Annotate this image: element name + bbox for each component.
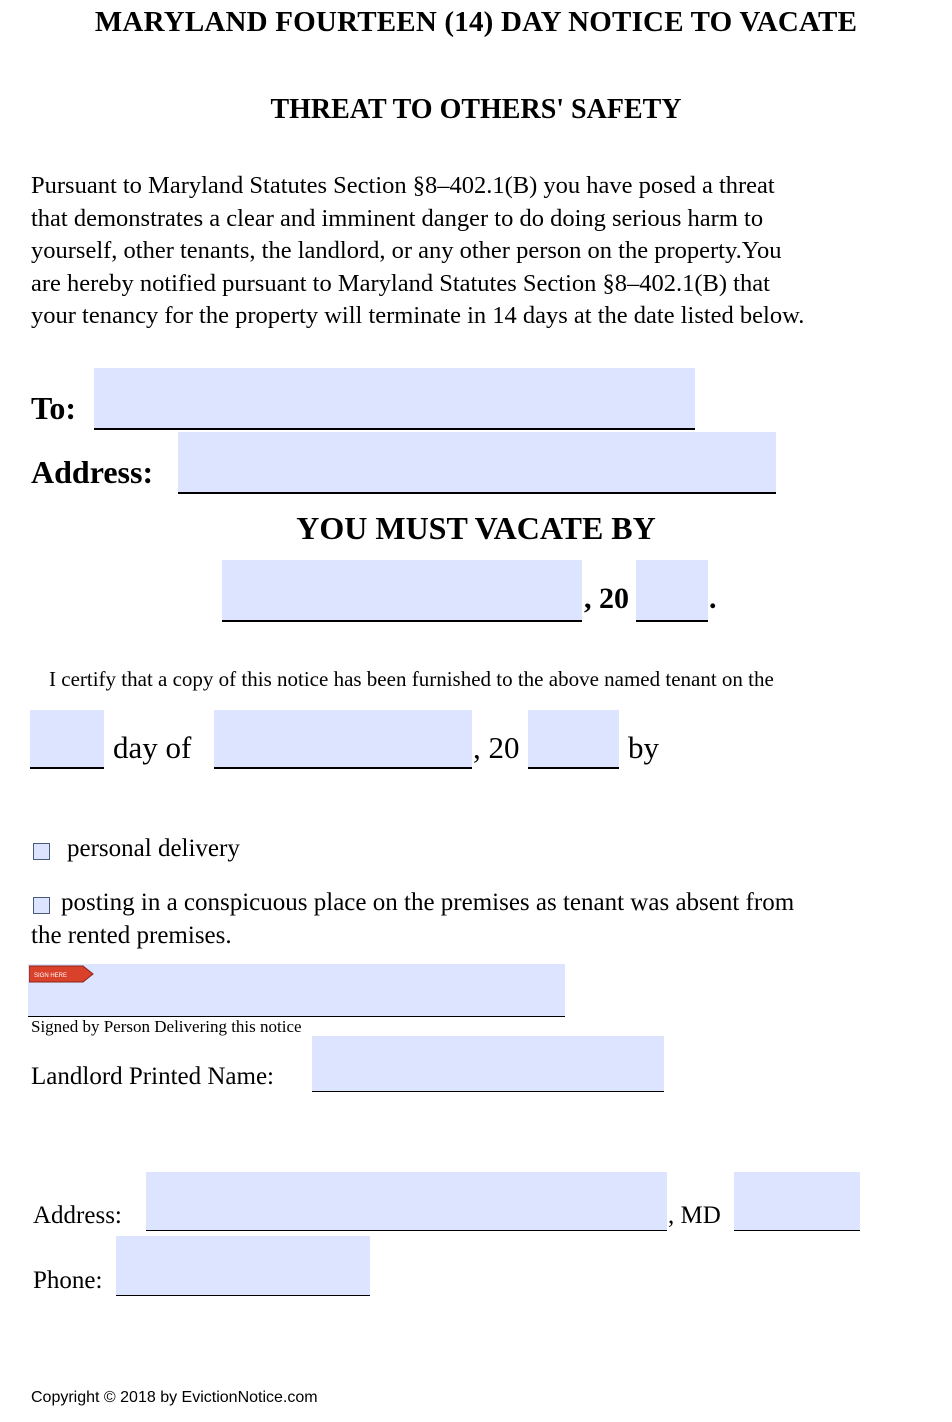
personal-delivery-checkbox[interactable] <box>33 843 50 860</box>
sign-here-tag-icon <box>29 965 95 983</box>
signature-caption: Signed by Person Delivering this notice <box>31 1017 302 1036</box>
intro-line: are hereby notified pursuant to Maryland Statutes Section §8–402.1(B) that <box>31 269 770 297</box>
landlord-name-label: Landlord Printed Name: <box>31 1063 274 1090</box>
vacate-year-prefix: , 20 <box>584 582 629 615</box>
vacate-date-field[interactable] <box>222 560 582 622</box>
day-of-label: day of <box>113 730 192 765</box>
landlord-address-label: Address: <box>33 1202 122 1229</box>
landlord-address-field[interactable] <box>146 1172 667 1231</box>
intro-line: yourself, other tenants, the landlord, or any other person on the property.You <box>31 237 782 264</box>
posting-label-cont: the rented premises. <box>31 922 232 949</box>
intro-line: Pursuant to Maryland Statutes Section §8–402.1(B) you have posed a threat <box>31 172 775 199</box>
cert-month-field[interactable] <box>214 710 472 769</box>
intro-line: that demonstrates a clear and imminent danger to do doing serious harm to <box>31 204 764 232</box>
address-label: Address: <box>31 454 154 490</box>
sign-here-tag-text: SIGN HERE <box>34 973 68 979</box>
vacate-period: . <box>709 582 717 615</box>
document-title: MARYLAND FOURTEEN (14) DAY NOTICE TO VACATE <box>94 6 858 38</box>
copyright-footer: Copyright © 2018 by EvictionNotice.com <box>31 1389 318 1406</box>
to-label: To: <box>31 390 77 426</box>
tenant-address-field[interactable] <box>178 432 776 494</box>
certification-text: I certify that a copy of this notice has been furnished to the above named tenant on the <box>49 667 774 691</box>
intro-line: your tenancy for the property will terminate in 14 days at the date listed below. <box>31 302 805 329</box>
posting-checkbox[interactable] <box>33 897 50 914</box>
cert-year-field[interactable] <box>528 710 619 769</box>
vacate-heading: YOU MUST VACATE BY <box>296 510 656 546</box>
personal-delivery-label: personal delivery <box>67 835 240 862</box>
state-label: , MD <box>668 1202 721 1229</box>
posting-label: posting in a conspicuous place on the premises as tenant was absent from <box>61 889 795 916</box>
intro-paragraph <box>31 170 911 333</box>
signature-field[interactable] <box>28 964 565 1017</box>
phone-field[interactable] <box>116 1236 370 1296</box>
by-label: by <box>628 730 659 765</box>
to-field[interactable] <box>94 368 695 430</box>
landlord-name-field[interactable] <box>312 1036 664 1092</box>
zip-field[interactable] <box>734 1172 860 1231</box>
cert-year-prefix: , 20 <box>473 730 520 765</box>
document-subtitle: THREAT TO OTHERS' SAFETY <box>270 94 682 125</box>
cert-day-field[interactable] <box>30 710 104 769</box>
vacate-year-field[interactable] <box>636 560 708 622</box>
phone-label: Phone: <box>33 1267 103 1294</box>
